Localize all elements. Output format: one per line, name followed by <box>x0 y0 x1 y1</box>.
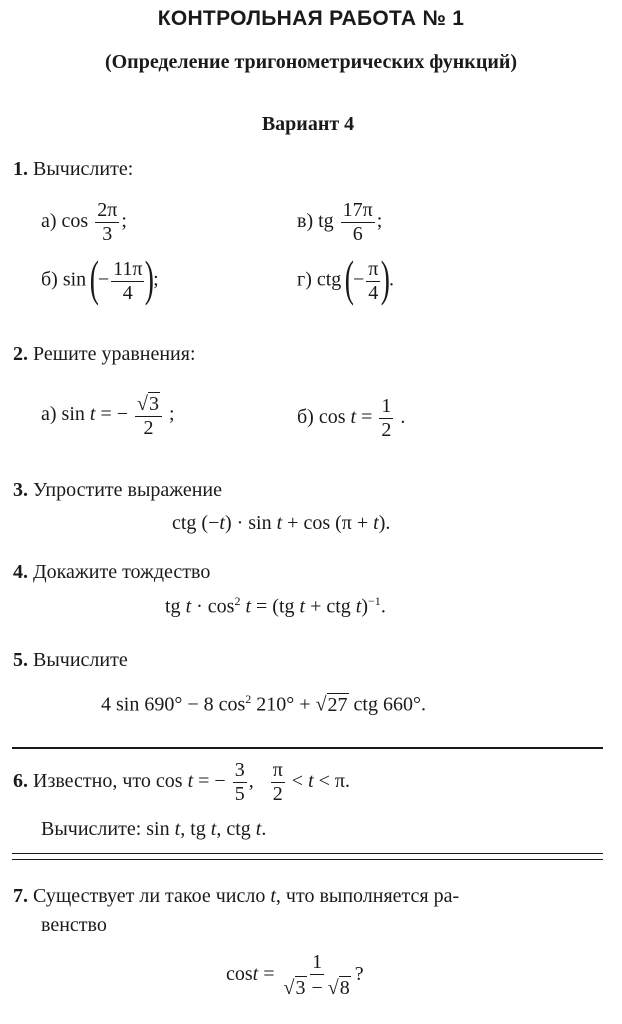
task-1v: в) tg $\frac{17\pi}{6}$ ; <box>297 199 383 245</box>
variant-heading: Вариант 4 <box>261 113 355 135</box>
task-2-heading: 2. Решите уравнения: <box>13 343 196 365</box>
task-2a: а) sin t = − $\frac{√3}{2}$ ; <box>41 393 175 439</box>
task-1a: а) cos $\frac{2\pi}{3}$ ; <box>41 199 127 245</box>
page-subtitle: (Определение тригонометрических функций) <box>104 51 518 73</box>
task-3-expression: ctg (−t) · sin t + cos (π + t). <box>172 512 391 534</box>
task-3-heading: 3. Упростите выражение <box>13 479 223 501</box>
task-7-statement: 7. Существует ли такое число t, что выполняется ра- <box>13 885 460 907</box>
task-6-question: Вычислите: sin t, tg t, ctg t. <box>41 818 267 840</box>
task-1-heading: 1. Вычислите: <box>13 158 134 180</box>
task-4-identity: tg $t \cdot \cos^2 t = (tg$ t + ctg t)$^{-1}$. <box>165 594 386 618</box>
task-5-heading: 5. Вычислите <box>13 649 128 671</box>
task-6-statement: 6. Известно, что cos t = − $\frac{3}{5}$ , $\frac{\pi}{2}$ < t < π. <box>13 759 351 805</box>
task-7-statement-cont: венство <box>41 914 107 936</box>
divider-double-1 <box>12 853 603 854</box>
divider-double-2 <box>12 859 603 860</box>
divider-top <box>12 747 603 749</box>
page-title: КОНТРОЛЬНАЯ РАБОТА № 1 <box>157 7 465 30</box>
task-4-heading: 4. Докажите тождество <box>13 561 211 583</box>
task-1b: б) sin (− $\frac{11\pi}{4}$ ); <box>41 250 159 306</box>
task-2b: б) cos t = $\frac{1}{2}$ . <box>297 395 406 441</box>
task-1g: г) ctg (− $\frac{\pi}{4}$ ). <box>297 250 395 306</box>
task-7-equation: cost = $\frac{1}{√3 - √8}$ ? <box>226 951 364 999</box>
task-5-expression: 4 sin 690° − 8 $\cos^2 210^\circ + √27$ ctg 660°. <box>101 692 426 716</box>
